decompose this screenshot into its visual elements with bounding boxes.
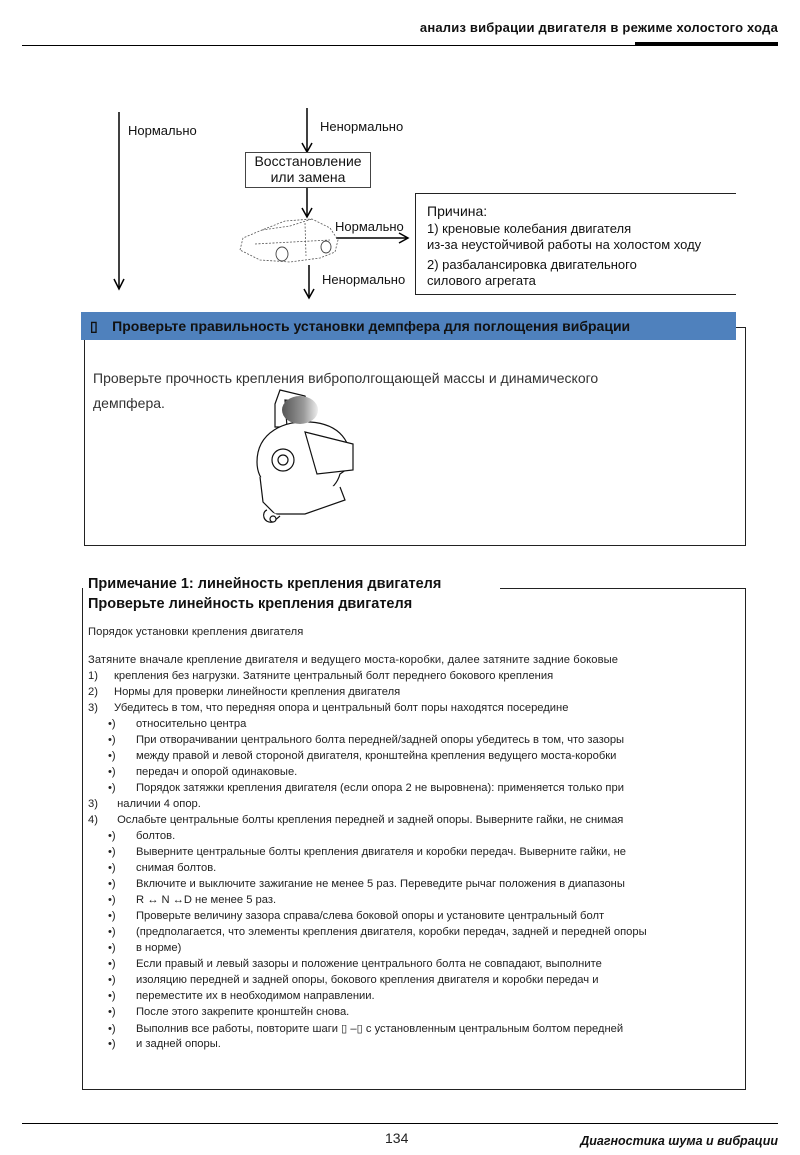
list-item [88,686,400,698]
list-item-text: Включите и выключите зажигание не менее 5 раз. Переведите рычаг положения в диапазоны [136,878,625,890]
list-item [88,878,625,890]
list-item [88,798,201,810]
bullet-marker: •) [108,942,116,954]
damper-instructions [93,366,713,416]
list-item-text: Убедитесь в том, что передняя опора и центральный болт поры находятся посередине [114,702,569,714]
repair-box-line2: или замена [270,169,346,185]
damper-mount-illustration [245,382,365,532]
note-title: Примечание 1: линейность крепления двигателя [88,576,442,592]
list-item [88,766,297,778]
flow-label-abnormal-top: Ненормально [320,119,404,134]
list-item [88,830,175,842]
repair-box-line1: Восстановление [254,153,362,169]
bullet-marker: •) [108,1023,116,1035]
flow-label-normal-left: Нормально [128,123,197,138]
step-number: 4) [88,814,98,826]
list-item [88,894,276,906]
list-item [88,1022,623,1035]
list-item-text: между правой и левой стороной двигателя, кронштейна крепления ведущего моста-коробки [136,750,617,762]
list-item-text: Нормы для проверки линейности крепления двигателя [114,686,401,698]
list-item-text: Порядок затяжки крепления двигателя (если опора 2 не выровнена): применяется только при [136,782,624,794]
bullet-marker: •) [108,862,116,874]
bullet-marker: •) [108,974,116,986]
damper-text-line1: Проверьте прочность крепления виброполгощающей массы и динамического [93,370,599,386]
list-item-text: Проверьте величину зазора справа/слева боковой опоры и установите центральный болт [136,910,605,922]
list-item [88,910,604,922]
list-item-text: переместите их в необходимом направлении. [136,990,375,1002]
list-item-text: относительно центра [136,718,247,730]
cause-box [415,193,736,295]
damper-check-panel [84,327,746,546]
bullet-marker: •) [108,894,116,906]
bullet-marker: •) [108,718,116,730]
bullet-marker: •) [108,878,116,890]
bullet-marker: •) [108,830,116,842]
cause-line: 2) разбалансировка двигательного [427,257,637,272]
list-item [88,702,568,714]
list-item [88,990,375,1002]
step-number: 3) [88,702,98,714]
section-title: Проверьте правильность установки демпфера для поглощения вибрации [112,318,631,334]
step-number: 2) [88,686,98,698]
note-subtitle: Проверьте линейность крепления двигателя [88,596,413,612]
repair-box [245,152,371,188]
note-lead: Затяните вначале крепление двигателя и ведущего моста-коробки, далее затяните задние боковые [88,654,619,666]
bullet-marker: •) [108,766,116,778]
list-item [88,974,598,986]
bullet-marker: •) [108,1006,116,1018]
list-item [88,782,624,794]
page-header-title: анализ вибрации двигателя в режиме холостого хода [419,20,778,35]
list-item-text: Выверните центральные болты крепления двигателя и коробки передач. Выверните гайки, не [136,846,626,858]
list-item-text: (предполагается, что элементы крепления двигателя, коробки передач, задней и передней опоры [136,926,647,938]
cause-line: из-за неустойчивой работы на холостом ходу [427,237,702,252]
list-item-text: передач и опорой одинаковые. [136,766,298,778]
list-item [88,670,553,682]
list-item [88,862,216,874]
panel-top-rule [500,588,745,589]
list-item [88,942,181,954]
bullet-marker: •) [108,958,116,970]
footer-rule [22,1123,778,1124]
list-item [88,958,602,970]
list-item-text: и задней опоры. [136,1038,221,1050]
list-item-text: Ослабьте центральные болты крепления передней и задней опоры. Выверните гайки, не снимая [114,814,624,826]
list-item [88,1038,221,1050]
list-item-text: Выполнив все работы, повторите шаги ▯ –▯ с установленным центральным болтом передней [136,1023,624,1035]
list-item-text: изоляцию передней и задней опоры, бокового крепления двигателя и коробки передач и [136,974,599,986]
list-item [88,750,616,762]
car-icon [240,219,338,262]
list-item-text: После этого закрепите кронштейн снова. [136,1006,350,1018]
list-item [88,734,624,746]
bullet-marker: •) [108,782,116,794]
list-item-text: При отворачивании центрального болта передней/задней опоры убедитесь в том, что зазоры [136,734,625,746]
list-item [88,1006,349,1018]
bullet-marker: •) [108,846,116,858]
bullet-marker: •) [108,734,116,746]
list-item [88,926,647,938]
list-item-text: крепления без нагрузки. Затяните центральный болт переднего бокового крепления [114,670,554,682]
bullet-marker: •) [108,750,116,762]
page-number: 134 [385,1130,409,1146]
list-item-text: наличии 4 опор. [114,798,201,810]
list-item-text: снимая болтов. [136,862,217,874]
cause-line: 1) креновые колебания двигателя [427,221,632,236]
list-item [88,718,246,730]
list-item [88,814,623,826]
cause-line: силового агрегата [427,273,536,288]
list-item-text: R ↔ N ↔D не менее 5 раз. [136,894,277,906]
step-number: 3) [88,798,98,810]
note-intro: Порядок установки крепления двигателя [88,626,304,638]
list-item-text: болтов. [136,830,176,842]
footer-title: Диагностика шума и вибрации [580,1134,778,1148]
bullet-marker: •) [108,990,116,1002]
bullet-marker: •) [108,926,116,938]
section-marker-icon: ▯ [90,318,98,334]
damper-text-line2: демпфера. [93,395,165,411]
bullet-marker: •) [108,910,116,922]
list-item [88,846,626,858]
cause-title: Причина: [427,203,488,219]
step-number: 1) [88,670,98,682]
flow-label-abnormal-bottom: Ненормально [322,272,406,287]
flow-label-normal-right: Нормально [335,219,404,234]
section-heading-bar [81,312,736,340]
list-item-text: в норме) [136,942,182,954]
list-item-text: Если правый и левый зазоры и положение центрального болта не совпадают, выполните [136,958,602,970]
bullet-marker: •) [108,1038,116,1050]
